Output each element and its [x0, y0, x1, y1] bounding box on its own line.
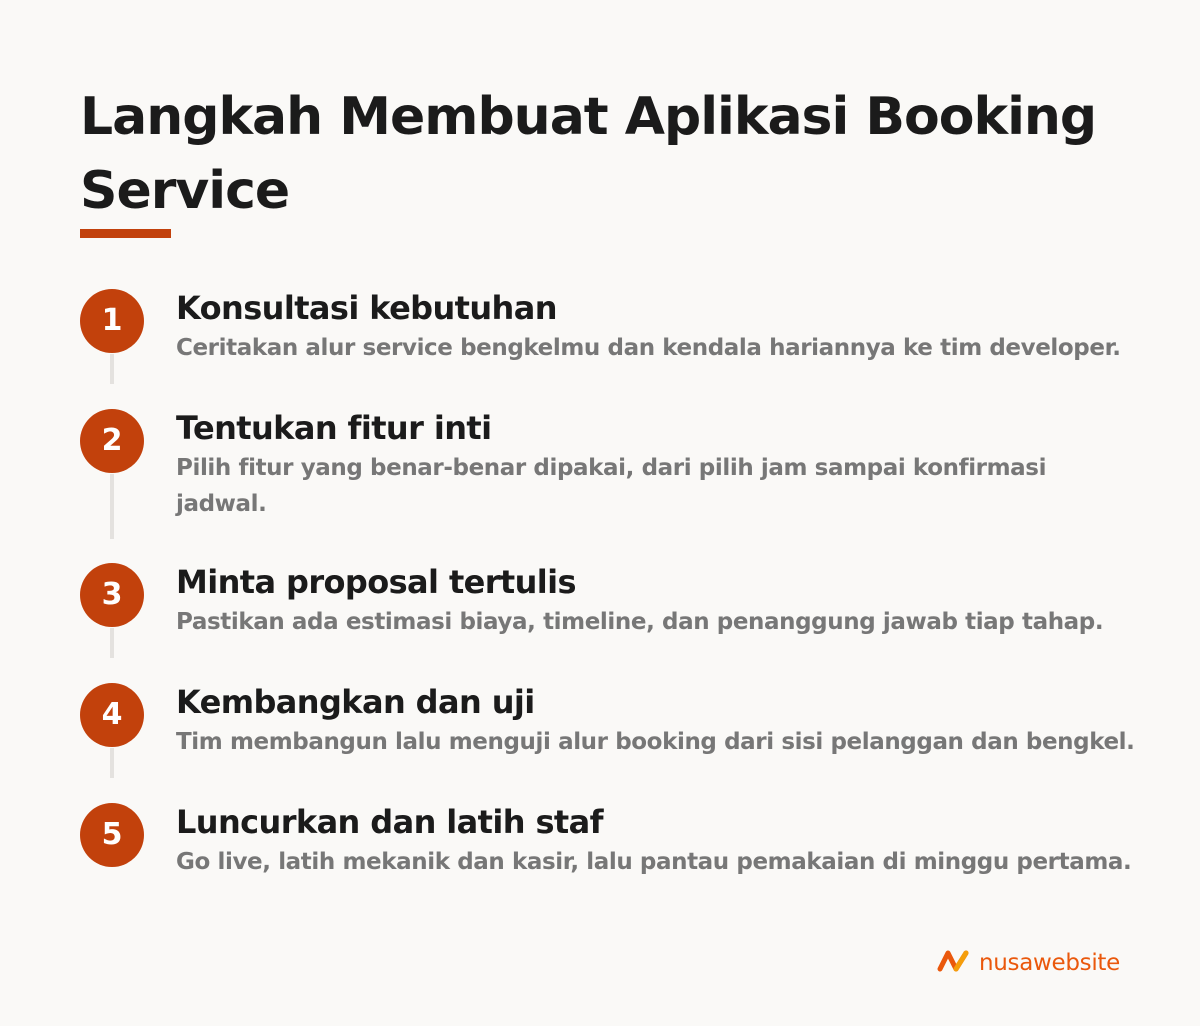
step-item: [80, 802, 1140, 882]
step-description: Pilih fitur yang benar-benar dipakai, dari pilih jam sampai konfirmasi jadwal.: [176, 455, 1047, 517]
step-description: Tim membangun lalu menguji alur booking dari sisi pelanggan dan bengkel.: [176, 729, 1135, 755]
step-title: Kembangkan dan uji: [176, 683, 535, 721]
step-description: Pastikan ada estimasi biaya, timeline, dan penanggung jawab tiap tahap.: [176, 609, 1104, 635]
step-number-badge: 3: [80, 563, 144, 627]
step-connector-line: [110, 748, 114, 778]
title-underline: [80, 229, 171, 238]
step-item: [80, 408, 1140, 562]
step-item: [80, 288, 1140, 408]
step-number-badge: 5: [80, 803, 144, 867]
step-connector-line: [110, 474, 114, 539]
page-title: Langkah Membuat Aplikasi Booking Service: [80, 87, 1097, 221]
step-connector-line: [110, 628, 114, 658]
step-title: Konsultasi kebutuhan: [176, 289, 557, 327]
step-number-badge: 4: [80, 683, 144, 747]
step-title: Minta proposal tertulis: [176, 563, 576, 601]
step-description: Go live, latih mekanik dan kasir, lalu pantau pemakaian di minggu pertama.: [176, 849, 1132, 875]
step-number-badge: 2: [80, 409, 144, 473]
step-title: Luncurkan dan latih staf: [176, 803, 603, 841]
brand-name: nusawebsite: [978, 950, 1120, 976]
step-item: [80, 682, 1140, 802]
brand-logo: [937, 948, 1120, 978]
nusawebsite-logo-icon: [937, 948, 971, 978]
step-item: [80, 562, 1140, 682]
step-number-badge: 1: [80, 289, 144, 353]
step-connector-line: [110, 354, 114, 384]
step-title: Tentukan fitur inti: [176, 409, 492, 447]
steps-list: [80, 288, 1140, 882]
step-description: Ceritakan alur service bengkelmu dan kendala hariannya ke tim developer.: [176, 335, 1121, 361]
